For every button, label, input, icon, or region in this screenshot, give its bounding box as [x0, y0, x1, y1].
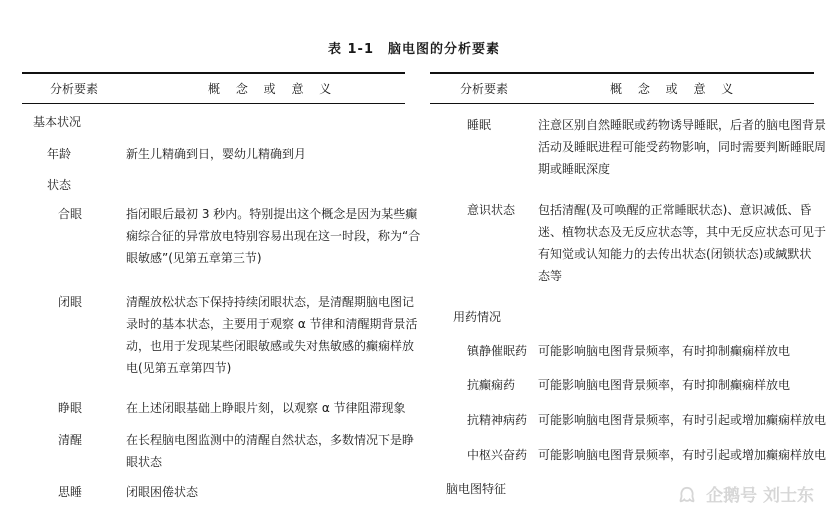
section-medication: 用药情况	[453, 310, 502, 324]
label-eyes-open: 睁眼	[58, 401, 83, 415]
def-closing-eyes	[126, 203, 420, 269]
left-header-meaning: 概 念 或 意 义	[208, 82, 338, 96]
penguin-logo-icon	[678, 486, 696, 504]
label-eyes-closed: 闭眼	[58, 295, 83, 309]
label-sleep: 睡眠	[467, 118, 492, 132]
def-eyes-closed	[126, 291, 418, 379]
label-awake: 清醒	[58, 433, 83, 447]
def-line: 可能影响脑电图背景频率，有时引起或增加癫痫样放电	[538, 448, 827, 462]
watermark-text: 企鹅号 刘士东	[706, 486, 814, 506]
def-line: 可能影响脑电图背景频率，有时抑制癫痫样放电	[538, 378, 791, 392]
def-cns-stimulant	[538, 444, 826, 466]
def-sedative	[538, 340, 790, 362]
label-consciousness: 意识状态	[467, 203, 516, 217]
def-line: 在上述闭眼基础上睁眼片刻，以观察 α 节律阻滞现象	[126, 401, 406, 415]
label-antipsychotic: 抗精神病药	[467, 413, 528, 427]
def-line: 可能影响脑电图背景频率，有时抑制癫痫样放电	[538, 344, 791, 358]
section-basic-status: 基本状况	[33, 115, 82, 129]
def-line: 痫综合征的异常放电特别容易出现在这一时段，称为“合	[126, 229, 421, 243]
def-line: 闭眼困倦状态	[126, 485, 199, 499]
def-sleep	[538, 114, 826, 180]
def-line: 电(见第五章第四节)	[126, 361, 232, 375]
def-line: 迷、植物状态及无反应状态等，其中无反应状态可见于	[538, 225, 827, 239]
watermark	[678, 481, 814, 506]
def-line: 录时的基本状态，主要用于观察 α 节律和清醒期背景活	[126, 317, 418, 331]
right-header-meaning: 概 念 或 意 义	[610, 82, 740, 96]
def-line: 活动及睡眠进程可能受药物影响，同时需要判断睡眠周	[538, 140, 827, 154]
right-header-factor: 分析要素	[460, 82, 509, 96]
def-line: 在长程脑电图监测中的清醒自然状态，多数情况下是睁	[126, 433, 415, 447]
def-age	[126, 143, 306, 165]
def-line: 清醒放松状态下保持持续闭眼状态，是清醒期脑电图记	[126, 295, 415, 309]
def-line: 包括清醒(及可唤醒的正常睡眠状态)、意识减低、昏	[538, 203, 812, 217]
def-line: 态等	[538, 269, 563, 283]
left-header-rule	[22, 103, 405, 104]
def-drowsy	[126, 481, 198, 503]
def-line: 新生儿精确到日，婴幼儿精确到月	[126, 147, 307, 161]
label-state: 状态	[47, 178, 72, 192]
def-line: 眼状态	[126, 455, 163, 469]
def-antipsychotic	[538, 409, 826, 431]
label-closing-eyes: 合眼	[58, 207, 83, 221]
table-title: 表 1-1 脑电图的分析要素	[327, 42, 500, 57]
def-line: 眼敏感”(见第五章第三节)	[126, 251, 262, 265]
def-line: 有知觉或认知能力的去传出状态(闭锁状态)或緘默状	[538, 247, 812, 261]
right-top-rule	[430, 72, 814, 74]
label-drowsy: 思睡	[58, 485, 83, 499]
def-line: 指闭眼后最初 3 秒内。特别提出这个概念是因为某些癫	[126, 207, 418, 221]
def-line: 动，也用于发现某些闭眼敏感或失对焦敏感的癫痫样放	[126, 339, 415, 353]
left-top-rule	[22, 72, 405, 74]
label-antiepileptic: 抗癫痫药	[467, 378, 516, 392]
def-antiepileptic	[538, 374, 790, 396]
def-awake	[126, 429, 414, 473]
section-eeg-features: 脑电图特征	[446, 482, 507, 496]
left-header-factor: 分析要素	[50, 82, 99, 96]
def-line: 可能影响脑电图背景频率，有时引起或增加癫痫样放电	[538, 413, 827, 427]
def-line: 期或睡眠深度	[538, 162, 611, 176]
label-age: 年龄	[47, 147, 72, 161]
def-line: 注意区别自然睡眠或药物诱导睡眠，后者的脑电图背景	[538, 118, 827, 132]
label-sedative: 镇静催眠药	[467, 344, 528, 358]
right-header-rule	[430, 103, 814, 104]
def-eyes-open	[126, 397, 406, 419]
def-consciousness	[538, 199, 826, 287]
label-cns-stimulant: 中枢兴奋药	[467, 448, 528, 462]
